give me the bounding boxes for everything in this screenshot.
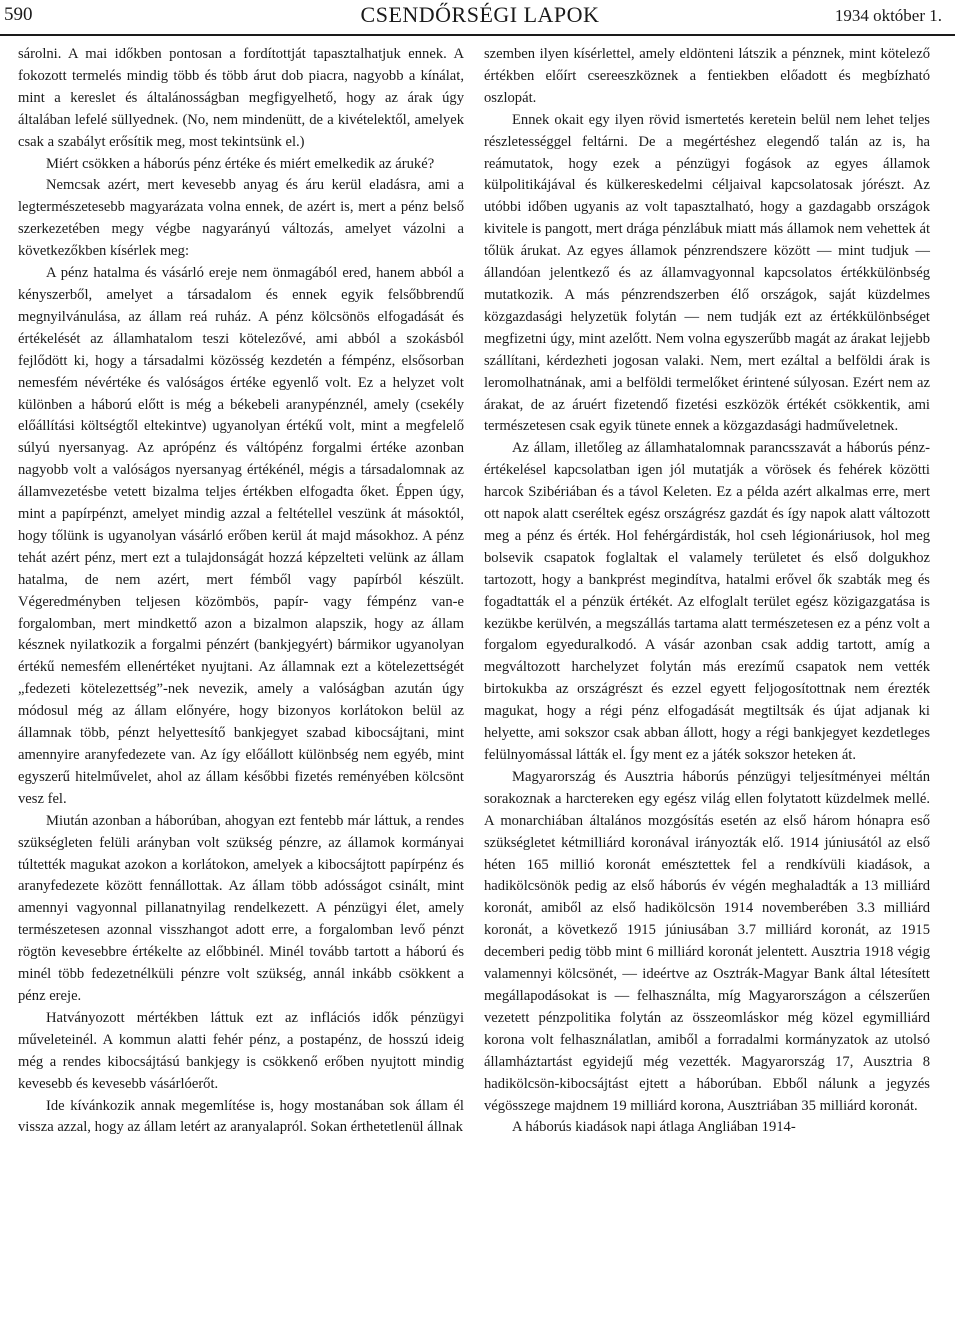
paragraph: sárolni. A mai időkben pontosan a fordítottját tapasztalhatjuk ennek. A fokozott termelés mindig több és több árut dob piacra, nagyobb a kínálat, mint a kereslet és általánosságban megfigyelhető, hogy az árak úgy általában lefelé süllyednek. (No, nem mindenütt, de a kivételektől, amelyek csak a szabályt erősítik meg, most tekintsünk el.) bbox=[18, 46, 464, 150]
paragraph: Az állam, illetőleg az államhatalomnak parancsszavát a háborús pénz-értékelésel kapcsolatban igen jól mutatják a vörösek és fehérek közötti harcok Szibériában és a távol Keleten. Ez a példa azért alkalmas erre, mert ott napok alatt cseréltek egész országrész gazdát és így napok alatt változott meg a pénz és érték. Hol fehérgárdisták, hol cseh légionáriusok, hol meg bolsevik csapatok foglaltak el valamely területet és első dolgukhoz tartozott, hogy a bankprést megindítva, hatalmi erővel ők szabták meg és fogadtatták el a pénzük értékét. Az elfoglalt terület egész közigazgatása is kezükbe kerülvén, a megszállás tartama alatt természetesen ez a pénz volt a forgalom egyeduralkodó. A vásár azonban csak addig tartott, amíg a megváltozott harchelyzet folytán más erezímű csapatok nem vették birtokukba az országrészt és ezzel egyett feljogosítottnak nem érezték magukat, hogy a régi pénz elfogadását megtiltsák és újat adjanak ki helyette, ami sokszor csak abban állott, hogy a régi bankjegyet kezdetleges felülnyomással látták el. Így ment ez a játék sokszor heteken át. bbox=[484, 440, 930, 763]
header-rule bbox=[0, 34, 955, 36]
paragraph: szemben ilyen kísérlettel, amely eldönteni látszik a pénznek, mint kötelező értékben előírt csereeszköznek a fentiekben előadott és megbízható oszlopát. bbox=[484, 46, 930, 106]
paragraph: Hatványozott mértékben láttuk ezt az inflációs idők pénzügyi műveleteinél. A kommun alatti fehér pénz, a postapénz, de hosszú ideig még a rendes kibocsájtású bankjegy is csökkenő erőben nyujtott mindig kevesebb és kevesebb vásárlóerőt. bbox=[18, 1009, 464, 1092]
left-column bbox=[18, 44, 464, 1139]
page-header bbox=[0, 0, 960, 34]
paragraph: Miután azonban a háborúban, ahogyan ezt fentebb már láttuk, a rendes szükségleten felüli arányban volt szükség pénzre, az államok kormányai túltették magukat azokon a korlátokon, amelyek a kibocsájtott papírpénz és aranyfedezete között fennállottak. Az állam több adósságot csinált, mint amennyi vagyonnal pillanatnyilag rendelkezett. A pénzügyi élet, amely természetesen azonnal visszhangot adott erre, a forgalomban levő pénzt rögtön kevesebbre értékelte az előbbinél. Minél tovább tartott a háború és minél több fedezetnélküli pénzre volt szükség, annál inkább csökkent a pénz ereje. bbox=[18, 812, 464, 1004]
paragraph: A háborús kiadások napi átlaga Angliában 1914- bbox=[512, 1119, 796, 1136]
paragraph: Magyarország és Ausztria háborús pénzügyi teljesítményei méltán sorakoznak a harctereken egy egész világ ellen folytatott küzdelmek mellé. A monarchiában általános mozgósítás esetén az első három hónapra eső szükségletet kétmilliárd koronával irányozták elő. 1914 júniusától az első héten 165 millió koronát emésztettek fel a rendkívüli kiadások, a hadikölcsönök pedig az első háborús év végén meghaladták a 13 milliárd koronát, amiből az első hadikölcsön 1914 novemberében 3.3 milliárd koronát, a következő 1915 júniusában 3.7 milliárd koronát, az 1915 decemberi pedig több mint 6 milliárd koronát jelentett. Ausztria 1918 végig valamennyi kölcsönét, — ideértve az Osztrák-Magyar Bank által létesített megállapodásokat is — felhasználta, míg Magyarországon a célszerűen vezetett pénzpolitika folytán az összeomláskor még közel egymilliárd korona volt felhasználatlan, amiből a forradalmi kormányzatok az utolsó államháztartást egyidejű még vezették. Magyarország 17, Ausztria 8 hadikölcsön-kibocsájtást ejtett a háborúban. Ebből nálunk a jegyzés végösszege majdnem 19 milliárd korona, Ausztriában 35 milliárd koronát. bbox=[484, 768, 930, 1114]
paragraph: Nemcsak azért, mert kevesebb anyag és áru kerül eladásra, ami a legtermészetesebb magyarázata volna ennek, de azért is, mert a pénz belső szerkezetében megy végbe nagyarányú változás, amelyet vázolni a következőkben kísérlek meg: bbox=[18, 177, 464, 260]
paragraph: Ennek okait egy ilyen rövid ismertetés keretein belül nem lehet teljes részletességgel feltárni. De a megértéshez elegendő talán az is, ha reámutatok, hogy ezek a pénzügyi fogások az egyes államok külpolitikájával és külkereskedelmi céljaival kapcsolatosak jórészt. Az utóbbi időben ugyanis az volt tapasztalható, hogy a gazdagabb országok kivitele is pangott, mert drága pénzlábuk miatt más államok nem vehettek át tőlük árukat. Az egyes államok pénzrendszere között — mint tudjuk — állandóan jelentkező és az államvagyonnal kapcsolatos értékkülönbség mutatkozik. A más pénzrendszerben élő országok, saját küzdelmes közgazdasági helyzetük folytán — nem tudják ezt az értékkülönbséget megfizetni úgy, mint azelőtt. Nem volna egyszerűbb magát az árakat lejjebb szállítani, kérdezheti jogosan valaki. Nem, mert ezáltal a belföldi árak is leromolhatnának, ami a belföldi termelőket érintené súlyosan. Ezért nem az árakat, de az áruért fizetendő fizetési eszközök értékét csökkentik, ami természetesen csak egyik tünete ennek a közgazdasági hadműveletnek. bbox=[484, 111, 930, 435]
right-column bbox=[484, 44, 930, 1139]
page-number: 590 bbox=[4, 4, 33, 25]
journal-title: CSENDŐRSÉGI LAPOK bbox=[360, 2, 600, 27]
paragraph: A pénz hatalma és vásárló ereje nem önmagából ered, hanem abból a kényszerből, amelyet a társadalom és ennek egyik felsőbbrendű megnyilvánulása, az állam reá ruház. A pénz kölcsönös elfogadását és értékelését az államhatalom teszi kötelezővé, ami abból a szokásból fejlődött ki, hogy a társadalmi közösség kezdetén a fémpénz, elsősorban nemesfém névértéke és valóságos értéke egyenlő volt. Ez a helyzet volt különben a háború előtt is még a békebeli aranypénznél, amely (csekély előállítási költségtől eltekintve) ugyanolyan értékű volt, mint a megfelelő súlyú nyersanyag. Az aprópénz és váltópénz forgalmi értéke azonban nagyobb volt a valóságos nyersanyag értékénél, mégis a társadalomnak az államvezetésbe vetett bizalma teljes értékben elfogadta őket. Éppen úgy, mint a papírpénzt, amelyet mindig azzal a feltétellel veszünk át másoktól, hogy tőlünk is ugyanolyan vásárló erőben kerül át majd másokhoz. A pénz tehát azért pénz, mert ezt a tulajdonságát hozzá képzelteti velünk az állam hatalma, de nem azért, mert fémből vagy papírból készült. Végeredményben teljesen közömbös, papír- vagy fémpénz van-e forgalomban, mert mindkettő azon a bizalmon alapszik, hogy az állam késznek nyilatkozik a forgalmi pénzért (bankjegyért) bármikor ugyanolyan értékű nemesfém ellenértéket nyujtani. Az államnak ezt a kötelezettségét „fedezeti kötelezettség”-nek nevezik, amely a valóságban azután úgy módosul még az állam előnyére, hogy bizonyos korlátokon belül az államnak több, pénzt helyettesítő bankjegyet szabad kibocsájtani, mint amennyire aranyfedezete van. Az így előállott különbség nem egyéb, mint egyszerű hitelművelet, ahol az állam későbbi fizetés reményében kölcsönt vesz fel. bbox=[18, 265, 464, 807]
issue-date: 1934 október 1. bbox=[834, 6, 942, 25]
paragraph: Ide kívánkozik annak megemlítése is, hogy mostanában sok állam él vissza azzal, hogy az állam letért az aranyalapról. Sokan érthetetlenül állnak bbox=[18, 1097, 464, 1136]
paragraph: Miért csökken a háborús pénz értéke és miért emelkedik az áruké? bbox=[46, 155, 435, 172]
